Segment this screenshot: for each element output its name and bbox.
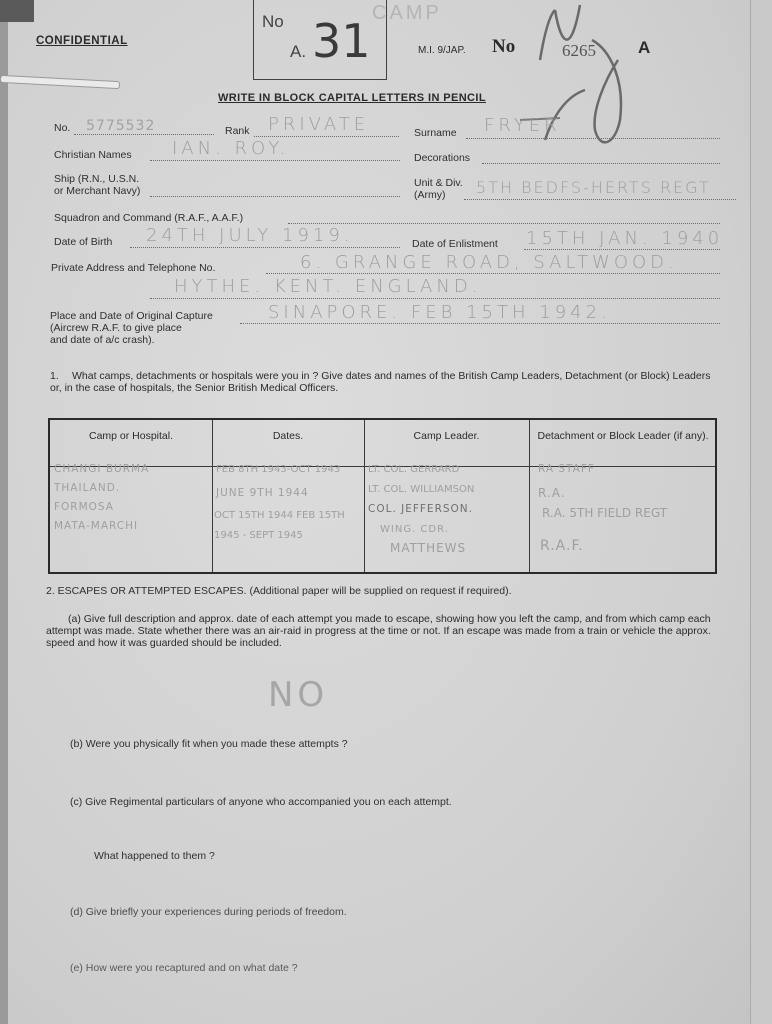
instruction-heading: WRITE IN BLOCK CAPITAL LETTERS IN PENCIL: [218, 92, 486, 104]
capture-label-1: Place and Date of Original Capture: [50, 310, 213, 322]
q2c-text: (c) Give Regimental particulars of anyone who accompanied you on each attempt.: [70, 796, 452, 808]
page-edge: [750, 0, 772, 1024]
number-label: No: [492, 36, 516, 57]
q2a-answer: NO: [268, 675, 329, 715]
stamp-camp-text: CAMP: [372, 2, 442, 24]
table-cell: MATTHEWS: [390, 541, 467, 555]
unit-label-1: Unit & Div.: [414, 177, 463, 189]
address-line-2: [150, 298, 720, 299]
squadron-label: Squadron and Command (R.A.F., A.A.F.): [54, 212, 244, 224]
address-line-1: [266, 273, 720, 274]
table-cell: FORMOSA: [54, 501, 114, 513]
table-cell: FEB 8TH 1943-OCT 1943: [216, 464, 341, 475]
table-cell: THAILAND.: [54, 482, 121, 494]
decorations-line: [482, 163, 720, 164]
q2e-text: (e) How were you recaptured and on what date ?: [70, 962, 298, 974]
unit-line: [464, 199, 736, 200]
q2c-sub-text: What happened to them ?: [94, 850, 215, 862]
q2d-text: (d) Give briefly your experiences during periods of freedom.: [70, 906, 347, 918]
q2-title: 2. ESCAPES OR ATTEMPTED ESCAPES. (Additional paper will be supplied on request if required).: [46, 585, 512, 597]
capture-value: SINAPORE. FEB 15TH 1942.: [268, 302, 611, 323]
enlistment-label: Date of Enlistment: [412, 238, 498, 250]
binder-corner: [0, 0, 34, 22]
christian-names-label: Christian Names: [54, 149, 132, 161]
ship-line: [150, 196, 400, 197]
service-no-line: [74, 134, 214, 135]
camps-table: [48, 418, 717, 574]
surname-value: FRYER: [484, 115, 561, 136]
stamp-number: 31: [312, 14, 371, 68]
unit-value: 5TH BEDFS-HERTS REGT: [476, 178, 711, 197]
table-cell: R.A.F.: [540, 538, 584, 554]
table-header-camp: Camp or Hospital.: [88, 430, 174, 442]
stamp-no-label: No: [262, 12, 284, 31]
dob-label: Date of Birth: [54, 236, 113, 248]
address-value-2: HYTHE. KENT. ENGLAND.: [174, 276, 482, 297]
rank-value: PRIVATE: [268, 114, 370, 135]
address-value-1: 6. GRANGE ROAD, SALTWOOD.: [300, 252, 678, 273]
q1-text: What camps, detachments or hospitals were you in ? Give dates and names of the British Camp Leaders, Detachment (or Block) Leaders or, in the case of hospitals, the Senior British Medical Officers.: [50, 370, 711, 394]
table-cell: MATA-MARCHI: [54, 520, 139, 532]
serial-suffix: A: [638, 38, 651, 57]
table-cell: R.A.: [538, 486, 566, 500]
q2b-text: (b) Were you physically fit when you made these attempts ?: [70, 738, 348, 750]
capture-label-3: and date of a/c crash).: [50, 334, 155, 346]
table-cell: JUNE 9TH 1944: [216, 487, 309, 499]
table-header-leader: Camp Leader.: [413, 430, 480, 442]
serial-number: 6265: [562, 41, 596, 60]
ship-label-2: or Merchant Navy): [54, 185, 141, 197]
table-cell: 1945 - SEPT 1945: [214, 530, 303, 541]
service-no-value: 5775532: [86, 118, 156, 134]
christian-names-value: IAN. ROY.: [172, 138, 290, 159]
dob-line: [130, 247, 400, 248]
q1-number: 1.: [50, 370, 59, 382]
ship-label-1: Ship (R.N., U.S.N.: [54, 173, 140, 185]
squadron-line: [288, 223, 720, 224]
table-cell: LT. COL. WILLIAMSON: [368, 484, 475, 495]
christian-names-line: [150, 160, 400, 161]
form-reference: M.I. 9/JAP.: [418, 45, 466, 56]
enlistment-line: [524, 249, 720, 250]
address-label: Private Address and Telephone No.: [51, 262, 216, 274]
dob-value: 24TH JULY 1919.: [146, 225, 354, 246]
table-cell: WING. CDR.: [380, 524, 449, 535]
table-cell: OCT 15TH 1944 FEB 15TH: [214, 510, 345, 521]
table-cell: COL. JEFFERSON.: [368, 503, 473, 515]
table-cell: R.A. 5TH FIELD REGT: [542, 506, 668, 520]
stamp-letter: A.: [290, 42, 307, 61]
decorations-label: Decorations: [414, 152, 471, 164]
table-cell: RA STAFF: [538, 463, 595, 475]
table-header-detachment: Detachment or Block Leader (if any).: [537, 430, 709, 442]
surname-label: Surname: [414, 127, 457, 139]
capture-label-2: (Aircrew R.A.F. to give place: [50, 322, 182, 334]
classification-label: CONFIDENTIAL: [36, 35, 128, 47]
service-no-label: No.: [54, 122, 71, 134]
table-header-dates: Dates.: [272, 430, 304, 442]
unit-label-2: (Army): [414, 189, 446, 201]
surname-line: [466, 138, 720, 139]
table-cell: LT. COL. GERRARD: [368, 464, 460, 475]
capture-line: [240, 323, 720, 324]
enlistment-value: 15TH JAN. 1940: [526, 228, 724, 249]
rank-line: [254, 136, 399, 137]
rank-label: Rank: [225, 125, 250, 137]
q2a-text: (a) Give full description and approx. date of each attempt you made to escape, showing how you left the camp, and from which camp each attempt was made. State whether there was an air-raid in progress at the time or not. If an escape was made from a train or vehicle the approx. speed and how it was guarded should be included.: [46, 613, 711, 649]
table-cell: CHANGI BURMA: [54, 463, 150, 475]
